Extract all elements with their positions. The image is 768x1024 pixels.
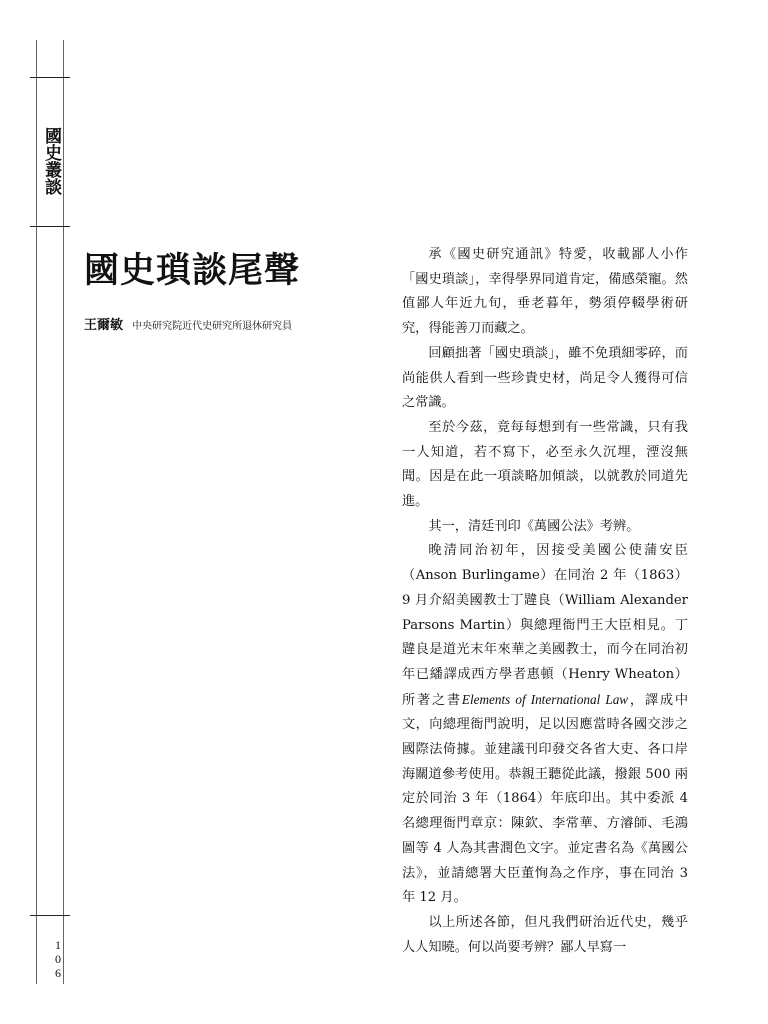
paragraph <box>402 539 688 911</box>
author-affiliation: 中央研究院近代史研究所退休研究員 <box>132 321 293 332</box>
margin-tick <box>30 226 70 227</box>
body-text <box>402 243 688 960</box>
page-number: 106 <box>51 938 65 980</box>
running-head: 國史叢談 <box>41 127 61 195</box>
margin-tick <box>30 77 70 78</box>
paragraph-text: ，譯成中文，向總理衙門說明，足以因應當時各國交涉之國際法倚據。並建議刊印發交各省大吏、各口岸海關道參考使用。恭親王聽從此議，撥銀 500 兩定於同治 3 年（1864）年底印出。其中委派 4 名總理衙門章京：陳欽、李常華、方濬師、毛鴻圖等 4 人為其書潤色文字。並定書名為《萬國公法》，並請總署大臣董恂為之作序，事在同治 3 年 12 月。 <box>402 692 689 906</box>
book-title: Elements of International Law <box>461 691 629 707</box>
paragraph: 回顧拙著「國史瑣談」，雖不免瑣細零碎，而尚能供人看到一些珍貴史材，尚足令人獲得可信之常識。 <box>402 345 688 411</box>
paragraph: 以上所述各節，但凡我們研治近代史，幾乎人人知曉。何以尚要考辨？鄙人早寫一 <box>402 914 688 955</box>
paragraph: 承《國史研究通訊》特愛，收載鄙人小作「國史瑣談」，幸得學界同道肯定，備感榮寵。然值鄙人年近九旬，垂老暮年，勢須停輟學術研究，得能善刀而藏之。 <box>402 247 688 337</box>
margin-tick <box>30 915 70 916</box>
author-name: 王爾敏 <box>84 318 124 333</box>
article-title: 國史瑣談尾聲 <box>84 250 301 291</box>
paragraph: 其一，清廷刊印《萬國公法》考辨。 <box>428 518 640 534</box>
paragraph-text: 晚清同治初年，因接受美國公使蒲安臣（Anson Burlingame）在同治 2 年（1863）9 月介紹美國教士丁韙良（William Alexander Parsons Martin）與總理衙門王大臣相見。丁韙良是道光末年來華之美國教士，而今在同治初年已繙譯成西方學者惠頓（Henry Wheaton）所著之書 <box>402 543 688 708</box>
paragraph: 至於今茲，竟每每想到有一些常識，只有我一人知道，若不寫下，必至永久沉埋，湮沒無聞。因是在此一項談略加傾談，以就教於同道先進。 <box>402 419 688 510</box>
byline <box>84 314 384 333</box>
